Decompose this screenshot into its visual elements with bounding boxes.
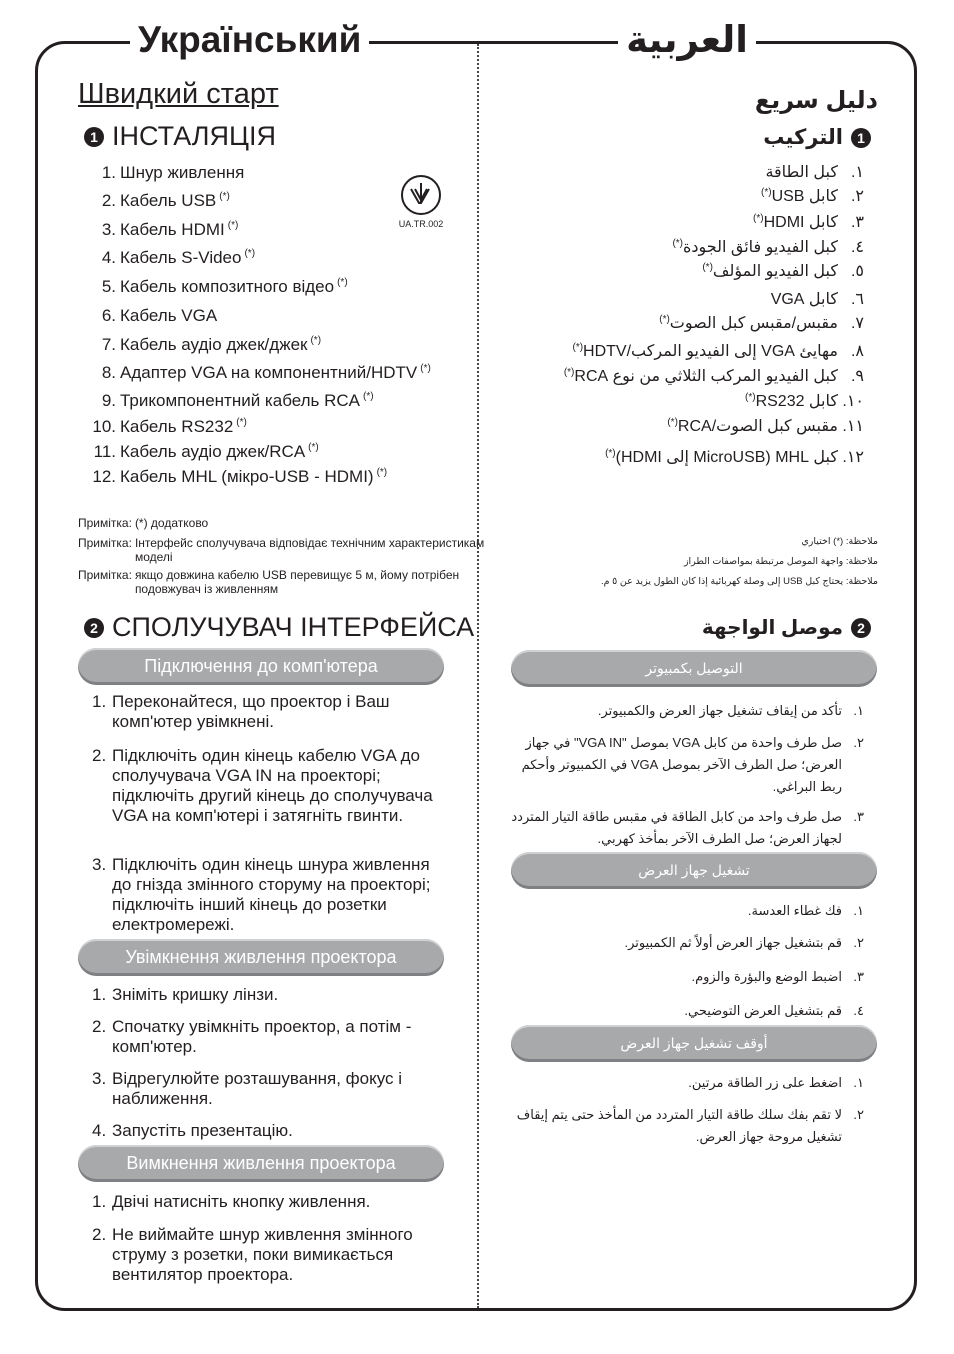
step — [504, 1104, 864, 1148]
item-text: Кабель S-Video — [120, 248, 242, 267]
item-number: ٥. — [850, 263, 864, 280]
step-text: Спочатку увімкніть проектор, а потім - комп'ютер. — [112, 1017, 412, 1056]
step — [92, 1192, 442, 1212]
list-item — [88, 248, 255, 268]
step-number: ١. — [853, 1075, 864, 1090]
item-number: 2. — [101, 191, 116, 210]
step — [92, 1225, 442, 1285]
step-text: صل طرف واحد من كابل الطاقة في مقبس طاقة التيار المتردد لجهاز العرض؛ صل الطرف الآخر بمأخذ كهربي. — [511, 809, 842, 846]
item-number: 3. — [101, 220, 116, 239]
item-number: 12. — [92, 467, 116, 486]
step-text: Двічі натисніть кнопку живлення. — [112, 1192, 371, 1211]
step-number: ١. — [853, 903, 864, 918]
step — [92, 1017, 442, 1057]
step-text: Переконайтеся, що проектор і Ваш комп'ютер увімкнені. — [112, 692, 390, 731]
certification-icon — [399, 173, 443, 217]
section-title: СПОЛУЧУВАЧ ІНТЕРФЕЙСА — [112, 612, 475, 642]
bar-power-on-ar: تشغيل جهاز العرض — [511, 852, 877, 889]
list-item — [602, 447, 864, 467]
optional-mark: (*) — [337, 277, 348, 289]
language-title-ukrainian: Український — [130, 16, 369, 64]
step-text: فك غطاء العدسة. — [747, 903, 842, 918]
step-text: Відрегулюйте розташування, фокус і наближення. — [112, 1069, 403, 1108]
step-text: تأكد من إيقاف تشغيل جهاز العرض والكمبيوتر. — [597, 703, 842, 718]
list-item — [750, 212, 864, 232]
note-label: Примітка: — [78, 516, 132, 530]
list-item — [88, 442, 319, 462]
step — [92, 985, 442, 1005]
item-text: كابل VGA — [770, 291, 838, 308]
item-text: كبل الطاقة — [765, 164, 838, 181]
note-row — [78, 516, 515, 530]
step-number: ٣. — [853, 969, 864, 984]
section-interface-heading — [84, 612, 474, 643]
list-item — [88, 277, 348, 297]
optional-mark: (*) — [753, 212, 764, 224]
list-item — [88, 191, 230, 211]
step-number: ٢. — [853, 935, 864, 950]
optional-mark: (*) — [363, 391, 374, 403]
list-item — [561, 366, 864, 386]
step — [504, 1000, 864, 1022]
certification-mark — [393, 173, 449, 229]
item-text: Кабель композитного відео — [120, 277, 335, 296]
item-text: Трикомпонентний кабель RCA — [120, 391, 361, 410]
column-divider — [477, 44, 479, 1308]
step-text: لا تقم بفك سلك طاقة التيار المتردد من المأخذ حتى يتم إيقاف تشغيل مروحة جهاز العرض. — [516, 1107, 842, 1144]
step-number: 1. — [92, 1192, 107, 1211]
item-number: 6. — [101, 306, 116, 325]
step-number: 4. — [92, 1121, 107, 1140]
note-label: Примітка: — [78, 568, 132, 582]
optional-mark: (*) — [659, 313, 670, 325]
section-installation-heading — [84, 121, 276, 152]
section-number-badge: 1 — [84, 127, 104, 147]
step-text: Підключіть один кінець шнура живлення до гнізда змінного сторуму на проекторі; підключіть інший кінець до розетки електромережі. — [112, 855, 431, 934]
item-number: ١٠. — [842, 393, 864, 410]
section-title: التركيب — [763, 126, 843, 149]
optional-mark: (*) — [310, 335, 322, 347]
section-number-badge: 1 — [851, 128, 871, 148]
item-number: ١١. — [842, 418, 864, 435]
note-row — [518, 552, 878, 572]
step-number: 1. — [92, 985, 107, 1004]
step-number: 3. — [92, 1069, 107, 1088]
language-title-arabic: العربية — [618, 16, 756, 64]
optional-mark: (*) — [572, 341, 584, 353]
step-number: 2. — [92, 1017, 107, 1036]
section-title: موصل الواجهة — [701, 617, 843, 639]
optional-mark: (*) — [236, 417, 247, 429]
list-item — [88, 363, 431, 383]
notes-block — [78, 516, 515, 600]
item-number: 5. — [101, 277, 116, 296]
item-text: مهايئ VGA إلى الفيديو المركب/HDTV — [583, 343, 838, 360]
note-text: Інтерфейс сполучувача відповідає технічним характеристикам моделі — [134, 536, 485, 564]
item-number: 9. — [101, 391, 116, 410]
note-label: Примітка: — [78, 536, 132, 550]
note-label: ملاحظة: — [845, 576, 878, 587]
step-number: ٢. — [853, 1107, 864, 1122]
list-item — [758, 186, 864, 206]
item-text: Кабель VGA — [120, 306, 218, 325]
list-item — [88, 335, 321, 355]
optional-mark: (*) — [745, 391, 756, 403]
step — [504, 700, 864, 722]
optional-mark: (*) — [563, 366, 575, 378]
quick-start-title-ar: دليل سريع — [754, 87, 878, 114]
note-row — [518, 572, 878, 592]
optional-mark: (*) — [420, 363, 431, 375]
list-item — [88, 220, 238, 240]
step-text: Не виймайте шнур живлення змінного струму з розетки, поки вимикається вентилятор проектора. — [112, 1225, 413, 1284]
item-number: ١٢. — [842, 449, 864, 466]
step-number: ٤. — [853, 1003, 864, 1018]
optional-mark: (*) — [605, 447, 616, 459]
step-text: قم بتشغيل جهاز العرض أولاً ثم الكمبيوتر. — [624, 935, 842, 950]
step-number: 1. — [92, 692, 107, 711]
quick-start-title: Швидкий старт — [78, 78, 279, 110]
item-number: 8. — [101, 363, 116, 382]
item-text: كابل RS232 — [755, 393, 838, 410]
note-label: ملاحظة: — [845, 556, 878, 567]
step — [504, 932, 864, 954]
section-number-badge: 2 — [851, 618, 871, 638]
item-text: Кабель MHL (мікро-USB - HDMI) — [120, 467, 374, 486]
item-text: كبل الفيديو فائق الجودة — [683, 239, 838, 256]
step-text: Підключіть один кінець кабелю VGA до сполучувача VGA IN на проекторі; підключіть другий кінець до сполучувача VGA на комп'ютері і затягніть гвинти. — [112, 746, 433, 825]
optional-mark: (*) — [667, 416, 678, 428]
optional-mark: (*) — [761, 186, 772, 198]
item-text: Кабель аудіо джек/RCA — [120, 442, 306, 461]
optional-mark: (*) — [244, 248, 256, 260]
item-text: كبل الفيديو المركب الثلاثي من نوع RCA — [574, 368, 838, 385]
item-text: Кабель RS232 — [120, 417, 234, 436]
step-number: ٢. — [853, 735, 864, 750]
item-text: كابل HDMI — [763, 214, 838, 231]
step — [504, 806, 864, 850]
note-text: (*) اختياري — [801, 536, 844, 547]
certification-label: UA.TR.002 — [398, 219, 444, 229]
optional-mark: (*) — [702, 261, 713, 273]
notes-block-ar — [518, 532, 878, 592]
list-item — [664, 416, 864, 436]
step-number: ٣. — [853, 809, 864, 824]
item-text: Адаптер VGA на компонентний/HDTV — [120, 363, 418, 382]
item-number: ٧. — [850, 315, 864, 332]
step-text: Запустіть презентацію. — [112, 1121, 293, 1140]
bar-power-off: Вимкнення живлення проектора — [78, 1145, 444, 1182]
step — [92, 1069, 442, 1109]
note-row — [78, 536, 515, 564]
item-number: 1. — [101, 163, 116, 182]
list-item — [771, 289, 864, 309]
list-item — [742, 391, 864, 411]
step — [504, 1072, 864, 1094]
list-item — [88, 417, 247, 437]
item-number: ٩. — [850, 368, 864, 385]
section-title: ІНСТАЛЯЦІЯ — [112, 121, 276, 151]
item-number: ٢. — [850, 188, 864, 205]
item-text: كبل MHL (MicroUSB إلى HDMI) — [615, 449, 838, 466]
item-number: 11. — [93, 442, 116, 461]
optional-mark: (*) — [219, 191, 230, 203]
step — [92, 855, 442, 935]
note-text: якщо довжина кабелю USB перевищує 5 м, йому потрібен подовжувач із живленням — [134, 568, 460, 596]
note-text: يحتاج كبل USB إلى وصلة كهربائية إذا كان الطول يزيد عن ٥ م. — [600, 576, 844, 587]
list-item — [699, 261, 864, 281]
item-text: Кабель HDMI — [120, 220, 225, 239]
list-item — [656, 313, 864, 333]
section-installation-heading-ar — [763, 125, 871, 150]
item-number: ٣. — [850, 214, 864, 231]
bar-connect-computer: Підключення до комп'ютера — [78, 648, 444, 685]
section-interface-heading-ar — [702, 615, 871, 640]
note-text: واجهة الموصل مرتبطة بمواصفات الطراز — [683, 556, 844, 567]
item-text: Шнур живлення — [120, 163, 245, 182]
step — [92, 746, 442, 826]
step — [92, 692, 442, 732]
item-number: ١. — [850, 164, 864, 181]
step-number: ١. — [853, 703, 864, 718]
item-text: مقبس/مقبس كبل الصوت — [669, 315, 838, 332]
item-text: كبل الفيديو المؤلف — [712, 263, 838, 280]
item-text: كابل USB — [771, 188, 838, 205]
item-number: 10. — [92, 417, 116, 436]
bar-power-off-ar: أوقف تشغيل جهاز العرض — [511, 1025, 877, 1062]
step-text: Зніміть кришку лінзи. — [112, 985, 279, 1004]
item-text: Кабель аудіо джек/джек — [120, 335, 308, 354]
list-item — [88, 306, 217, 326]
note-row — [518, 532, 878, 552]
list-item — [88, 391, 374, 411]
item-text: مقبس كبل الصوت/RCA — [677, 418, 838, 435]
step-number: 2. — [92, 746, 107, 765]
list-item — [765, 162, 864, 182]
list-item — [569, 341, 864, 361]
step-text: قم بتشغيل العرض التوضيحي. — [684, 1003, 842, 1018]
note-row — [78, 568, 515, 596]
optional-mark: (*) — [376, 467, 388, 479]
optional-mark: (*) — [672, 237, 683, 249]
bar-connect-computer-ar: التوصيل بكمبيوتر — [511, 650, 877, 687]
step-number: 2. — [92, 1225, 107, 1244]
item-number: ٦. — [850, 291, 864, 308]
bar-power-on: Увімкнення живлення проектора — [78, 939, 444, 976]
item-number: 7. — [101, 335, 116, 354]
step-number: 3. — [92, 855, 107, 874]
step — [92, 1121, 442, 1141]
optional-mark: (*) — [308, 442, 319, 454]
note-label: ملاحظة: — [845, 536, 878, 547]
step — [504, 732, 864, 798]
step-text: صل طرف واحدة من كابل VGA بموصل "VGA IN" في جهاز العرض؛ صل الطرف الآخر بموصل VGA في الكمبيوتر وأحكم ربط البراغي. — [521, 735, 842, 794]
item-text: Кабель USB — [120, 191, 217, 210]
item-number: ٨. — [850, 343, 864, 360]
list-item — [88, 163, 244, 183]
step — [504, 900, 864, 922]
section-number-badge: 2 — [84, 618, 104, 638]
list-item — [88, 467, 387, 487]
optional-mark: (*) — [227, 220, 239, 232]
item-number: 4. — [101, 248, 116, 267]
step-text: اضغط على زر الطاقة مرتين. — [688, 1075, 842, 1090]
step — [504, 966, 864, 988]
note-text: (*) додатково — [134, 516, 209, 530]
list-item — [669, 237, 864, 257]
item-number: ٤. — [850, 239, 864, 256]
step-text: اضبط الوضع والبؤرة والزوم. — [691, 969, 842, 984]
